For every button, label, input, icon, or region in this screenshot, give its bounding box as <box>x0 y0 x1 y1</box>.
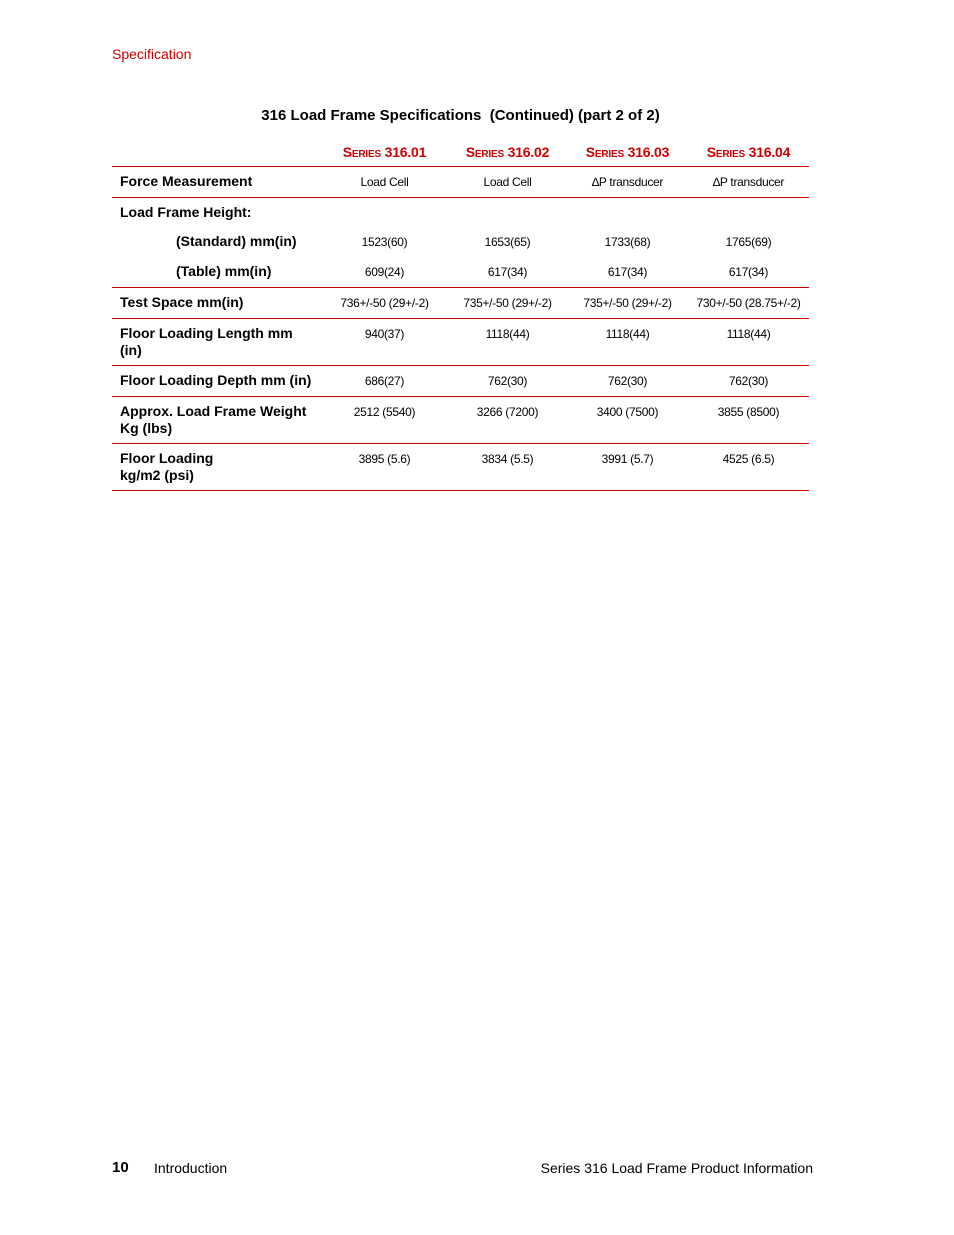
table-row-test-space <box>112 288 809 319</box>
table-row-floor-loading <box>112 444 809 491</box>
table-row-load-frame-weight <box>112 397 809 444</box>
table-row-floor-loading-depth <box>112 366 809 397</box>
row-label: Floor Loading Length mm (in) <box>112 319 321 366</box>
table-cell: 2512 (5540) <box>321 397 448 444</box>
table-cell: 1118(44) <box>567 319 688 366</box>
spec-table <box>112 130 809 491</box>
table-cell: 686(27) <box>321 366 448 397</box>
table-cell: 3400 (7500) <box>567 397 688 444</box>
table-cell: ∆P transducer <box>688 167 809 198</box>
row-label: Test Space mm(in) <box>112 288 321 319</box>
table-cell: 617(34) <box>567 257 688 288</box>
table-cell: 3266 (7200) <box>448 397 567 444</box>
row-label: Floor Loading Depth mm (in) <box>112 366 321 397</box>
table-cell: 735+/-50 (29+/-2) <box>567 288 688 319</box>
table-cell: 4525 (6.5) <box>688 444 809 491</box>
table-cell: 3855 (8500) <box>688 397 809 444</box>
table-cell: 1118(44) <box>448 319 567 366</box>
table-cell <box>688 198 809 228</box>
table-cell: 1653(65) <box>484 235 531 249</box>
column-header-series-316-03: Series 316.03 <box>567 130 688 167</box>
row-label-line-2: kg/m2 (psi) <box>120 467 194 483</box>
table-cell: 1765(69) <box>725 235 772 249</box>
table-cell <box>448 198 567 228</box>
table-cell: 3895 (5.6) <box>321 444 448 491</box>
table-cell <box>567 198 688 228</box>
row-label <box>112 444 321 491</box>
table-cell: 3991 (5.7) <box>567 444 688 491</box>
table-cell: Load Cell <box>448 167 567 198</box>
column-header-series-316-02: Series 316.02 <box>448 130 567 167</box>
row-label: Approx. Load Frame Weight Kg (lbs) <box>112 397 321 444</box>
table-cell: 3834 (5.5) <box>448 444 567 491</box>
table-cell: 617(34) <box>448 257 567 288</box>
footer-document-title: Series 316 Load Frame Product Information <box>540 1160 813 1176</box>
table-cell: 762(30) <box>567 366 688 397</box>
table-row-force-measurement <box>112 167 809 198</box>
table-row-height-standard <box>112 227 809 257</box>
running-head: Specification <box>112 46 192 62</box>
row-label: Load Frame Height: <box>120 204 252 220</box>
footer-section-name: Introduction <box>154 1160 228 1176</box>
table-cell: Load Cell <box>321 167 448 198</box>
table-cell: 940(37) <box>321 319 448 366</box>
page-number: 10 <box>112 1159 129 1176</box>
column-header-series-316-04: Series 316.04 <box>688 130 809 167</box>
table-cell: 609(24) <box>321 257 448 288</box>
table-cell: 1733(68) <box>604 235 651 249</box>
row-label-line-1: Floor Loading <box>120 450 214 466</box>
table-cell: 736+/-50 (29+/-2) <box>321 288 448 319</box>
table-cell: 735+/-50 (29+/-2) <box>448 288 567 319</box>
table-cell: 762(30) <box>448 366 567 397</box>
table-row-height-table <box>112 257 809 288</box>
column-header-blank <box>112 130 321 167</box>
table-cell: 1523(60) <box>361 235 408 249</box>
row-label: Force Measurement <box>112 167 321 198</box>
table-row-load-frame-height <box>112 198 809 228</box>
table-row-floor-loading-length <box>112 319 809 366</box>
row-label: (Table) mm(in) <box>112 257 321 288</box>
table-cell: 730+/-50 (28.75+/-2) <box>688 288 809 319</box>
table-header-row <box>112 130 809 167</box>
table-cell: 617(34) <box>688 257 809 288</box>
table-cell: 1118(44) <box>688 319 809 366</box>
table-cell: ∆P transducer <box>567 167 688 198</box>
table-title: 316 Load Frame Specifications (Continued) (part 2 of 2) <box>261 107 660 124</box>
table-cell: 762(30) <box>688 366 809 397</box>
column-header-series-316-01: Series 316.01 <box>321 130 448 167</box>
table-cell <box>321 198 448 228</box>
row-label: (Standard) mm(in) <box>176 233 297 249</box>
